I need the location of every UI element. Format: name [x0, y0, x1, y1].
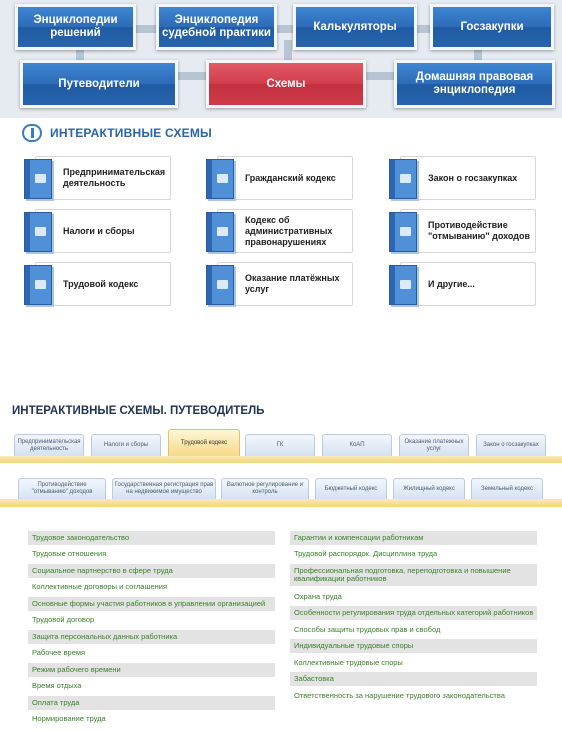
list-item[interactable]: Гарантии и компенсации работникам	[290, 531, 537, 545]
list-item[interactable]: Коллективные трудовые споры	[294, 658, 403, 667]
section-title: ИНТЕРАКТИВНЫЕ СХЕМЫ	[50, 126, 212, 140]
scheme-card-others[interactable]	[400, 262, 536, 306]
book-icon	[24, 265, 52, 305]
list-item[interactable]: Способы защиты трудовых прав и свобод	[294, 625, 441, 634]
nav-schemes-button[interactable]: Схемы	[206, 60, 366, 108]
scheme-card-admin-code[interactable]	[217, 209, 353, 253]
nav-calculators-button[interactable]: Калькуляторы	[293, 4, 417, 50]
book-icon	[389, 159, 417, 199]
top-navigation	[0, 0, 562, 118]
list-item[interactable]: Индивидуальные трудовые споры	[290, 639, 537, 653]
book-icon	[206, 212, 234, 252]
card-label: Закон о госзакупках	[428, 172, 518, 183]
book-icon	[389, 265, 417, 305]
tab-bar-stripe	[0, 456, 562, 463]
tab-anti-laundering[interactable]: Противодействие "отмыванию" доходов	[18, 478, 106, 499]
list-item[interactable]: Рабочее время	[32, 648, 86, 657]
list-item[interactable]: Трудовой договор	[32, 615, 95, 624]
book-icon	[24, 159, 52, 199]
list-item[interactable]: Защита персональных данных работника	[28, 630, 275, 644]
list-item[interactable]: Основные формы участия работников в управлении организацией	[28, 597, 275, 611]
list-item[interactable]: Профессиональная подготовка, переподготовка и повышение квалификации работников	[290, 564, 537, 586]
card-label: И другие...	[428, 278, 475, 289]
guide-title: ИНТЕРАКТИВНЫЕ СХЕМЫ. ПУТЕВОДИТЕЛЬ	[12, 405, 265, 417]
card-label: Предпринимательская деятельность	[63, 167, 166, 188]
nav-guides-button[interactable]: Путеводители	[20, 60, 178, 108]
tab-currency-regulation[interactable]: Валютное регулирование и контроль	[221, 478, 309, 499]
book-icon	[24, 212, 52, 252]
list-item[interactable]: Охрана труда	[294, 592, 342, 601]
card-label: Трудовой кодекс	[63, 278, 139, 289]
scheme-card-civil-code[interactable]	[217, 156, 353, 200]
scheme-card-taxes[interactable]	[35, 209, 171, 253]
tab-payment-services[interactable]: Оказание платежных услуг	[399, 434, 469, 456]
nav-encyclopedias-decisions-button[interactable]: Энциклопедии решений	[15, 4, 136, 50]
nav-court-practice-button[interactable]: Энциклопедия судебной практики	[156, 4, 277, 50]
list-item[interactable]: Трудовой распорядок. Дисциплина труда	[294, 549, 438, 558]
interactive-schemes-header	[22, 124, 212, 142]
list-item[interactable]: Нормирование труда	[32, 714, 106, 723]
card-label: Противодействие "отмыванию" доходов	[428, 220, 531, 241]
list-item[interactable]: Социальное партнерство в сфере труда	[28, 564, 275, 578]
nav-procurement-button[interactable]: Госзакупки	[430, 4, 554, 50]
list-item[interactable]: Особенности регулирования труда отдельных категорий работников	[290, 606, 537, 620]
scheme-card-procurement-law[interactable]	[400, 156, 536, 200]
tab-bar-stripe	[0, 499, 562, 507]
scheme-card-labor-code[interactable]	[35, 262, 171, 306]
book-icon	[206, 159, 234, 199]
nav-home-legal-encyclopedia-button[interactable]: Домашняя правовая энциклопедия	[394, 60, 555, 108]
list-item[interactable]: Ответственность за нарушение трудового законодательства	[294, 691, 505, 700]
card-label: Кодекс об административных правонарушениях	[245, 214, 333, 247]
scheme-card-payment-services[interactable]	[217, 262, 353, 306]
scheme-card-anti-laundering[interactable]	[400, 209, 536, 253]
list-item[interactable]: Трудовые отношения	[32, 549, 107, 558]
scheme-card-business[interactable]	[35, 156, 171, 200]
list-item[interactable]: Забастовка	[290, 672, 537, 686]
book-icon	[22, 124, 42, 142]
tab-land-code[interactable]: Земельный кодекс	[471, 478, 543, 499]
tab-housing-code[interactable]: Жилищный кодекс	[393, 478, 465, 499]
card-label: Налоги и сборы	[63, 225, 135, 236]
list-item[interactable]: Время отдыха	[32, 681, 82, 690]
tab-state-registration[interactable]: Государственная регистрация прав на недвижимое имущество	[112, 478, 216, 499]
tab-koap[interactable]: КоАП	[322, 434, 392, 456]
tab-taxes[interactable]: Налоги и сборы	[91, 434, 161, 456]
list-item[interactable]: Режим рабочего времени	[28, 663, 275, 677]
tab-procurement[interactable]: Закон о госзакупках	[476, 434, 546, 456]
book-icon	[389, 212, 417, 252]
tab-labor-code[interactable]: Трудовой кодекс	[168, 429, 240, 456]
book-icon	[206, 265, 234, 305]
tab-gk[interactable]: ГК	[245, 434, 315, 456]
list-item[interactable]: Оплата труда	[28, 696, 275, 710]
list-item[interactable]: Трудовое законодательство	[28, 531, 275, 545]
card-label: Оказание платёжных услуг	[245, 273, 340, 294]
card-label: Гражданский кодекс	[245, 172, 336, 183]
list-item[interactable]: Коллективные договоры и соглашения	[32, 582, 168, 591]
tab-business[interactable]: Предпринимательская деятельность	[14, 434, 84, 456]
tab-budget-code[interactable]: Бюджетный кодекс	[315, 478, 387, 499]
